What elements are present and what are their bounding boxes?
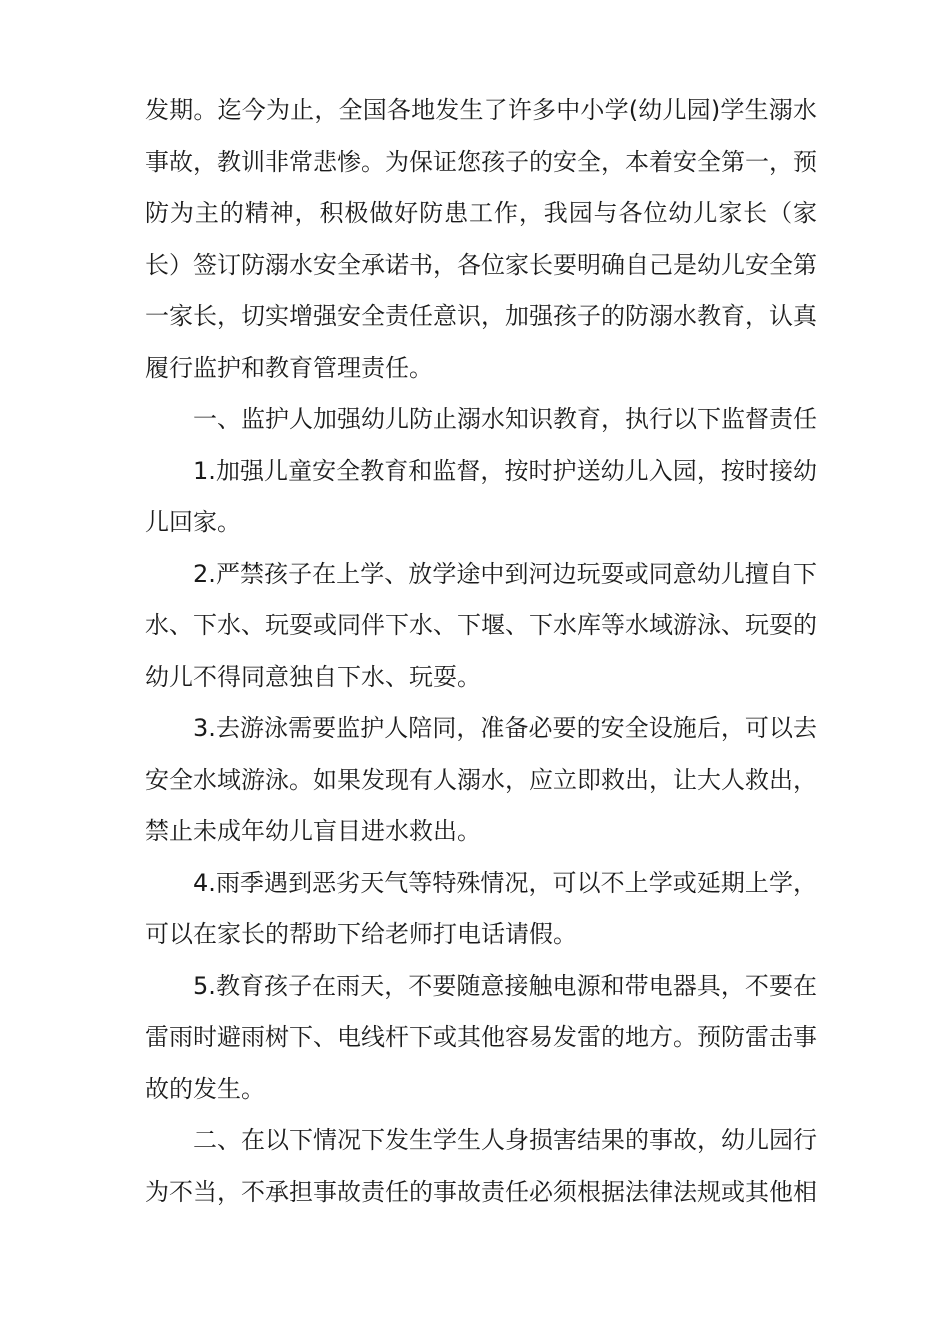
- paragraph-item-4: 4.雨季遇到恶劣天气等特殊情况，可以不上学或延期上学，可以在家长的帮助下给老师打电话请假。: [145, 868, 817, 948]
- paragraph-item-2: 2.严禁孩子在上学、放学途中到河边玩耍或同意幼儿擅自下水、下水、玩耍或同伴下水、下堰、下水库等水域游泳、玩耍的幼儿不得同意独自下水、玩耍。: [145, 559, 817, 691]
- document-body: [145, 85, 817, 1218]
- paragraph-item-3: 3.去游泳需要监护人陪同，准备必要的安全设施后，可以去安全水域游泳。如果发现有人溺水，应立即救出，让大人救出，禁止未成年幼儿盲目进水救出。: [145, 714, 817, 845]
- paragraph-intro: 发期。迄今为止，全国各地发生了许多中小学(幼儿园)学生溺水事故，教训非常悲惨。为保证您孩子的安全，本着安全第一，预防为主的精神，积极做好防患工作，我园与各位幼儿家长（家长）签订防溺水安全承诺书，各位家长要明确自己是幼儿安全第一家长，切实增强安全责任意识，加强孩子的防溺水教育，认真履行监护和教育管理责任。: [145, 96, 817, 382]
- paragraph-section-two-heading: 二、在以下情况下发生学生人身损害结果的事故，幼儿园行为不当，不承担事故责任的事故责任必须根据法律法规或其他相: [145, 1126, 817, 1206]
- paragraph-item-1: 1.加强儿童安全教育和监督，按时护送幼儿入园，按时接幼儿回家。: [145, 456, 817, 536]
- paragraph-item-5: 5.教育孩子在雨天，不要随意接触电源和带电器具，不要在雷雨时避雨树下、电线杆下或其他容易发雷的地方。预防雷击事故的发生。: [145, 971, 817, 1103]
- paragraph-section-one-heading: 一、监护人加强幼儿防止溺水知识教育，执行以下监督责任: [193, 405, 817, 433]
